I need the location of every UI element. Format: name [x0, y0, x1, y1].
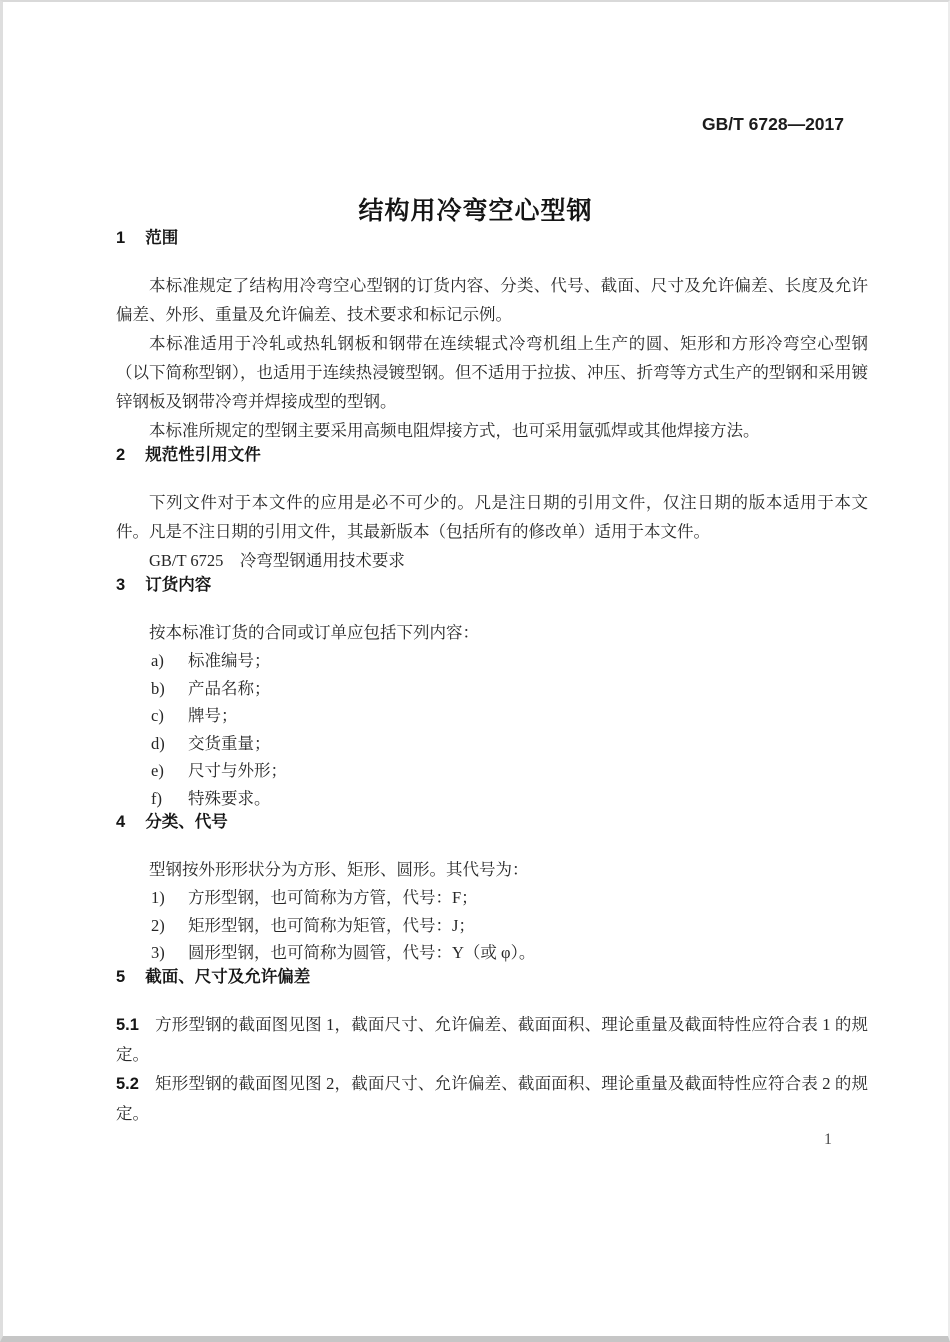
section-number: 4 [116, 813, 126, 831]
list-item-text: 矩形型钢，也可简称为矩管，代号：J； [188, 915, 475, 935]
document-body [116, 228, 868, 1150]
list-item-text: 牌号； [188, 706, 238, 725]
list-item [151, 675, 868, 703]
list-marker: d) [151, 733, 165, 753]
paragraph: 下列文件对于本文件的应用是必不可少的。凡是注日期的引用文件，仅注日期的版本适用于本文件。凡是不注日期的引用文件，其最新版本（包括所有的修改单）适用于本文件。 [116, 493, 868, 541]
list-item [151, 785, 868, 813]
list-item [151, 730, 868, 758]
paragraph: 按本标准订货的合同或订单应包括下列内容： [149, 623, 479, 642]
paragraph: 型钢按外形形状分为方形、矩形、圆形。其代号为： [149, 860, 529, 879]
referenced-standard: GB/T 6725 冷弯型钢通用技术要求 [149, 551, 405, 570]
section-heading [116, 967, 868, 987]
list-marker: a) [151, 651, 164, 670]
paragraph: 本标准所规定的型钢主要采用高频电阻焊接方式，也可采用氩弧焊或其他焊接方法。 [149, 421, 760, 440]
standard-code: GB/T 6728—2017 [701, 114, 844, 134]
list-marker: 1) [151, 888, 165, 907]
list-item-text: 交货重量； [188, 733, 271, 753]
section-normative-references [116, 445, 868, 575]
ordering-items-list [116, 647, 868, 812]
section-title: 订货内容 [145, 576, 212, 594]
section-title: 规范性引用文件 [145, 446, 261, 464]
list-item [151, 702, 868, 730]
document-title: 结构用冷弯空心型钢 [358, 197, 593, 225]
list-item-text: 尺寸与外形； [188, 761, 287, 780]
list-marker: 2) [151, 915, 165, 935]
clause-number: 5.1 [116, 1015, 139, 1034]
section-heading [116, 812, 868, 832]
list-item [151, 757, 868, 785]
section-heading [116, 445, 868, 465]
list-item [151, 647, 868, 675]
list-item-text: 产品名称； [188, 678, 271, 698]
list-item [151, 939, 868, 967]
clause-text: 矩形型钢的截面图见图 2，截面尺寸、允许偏差、截面面积、理论重量及截面特性应符合表 2 的规定。 [116, 1073, 869, 1123]
section-classification-codes [116, 812, 868, 967]
clause-text: 方形型钢的截面图见图 1，截面尺寸、允许偏差、截面面积、理论重量及截面特性应符合表 1 的规定。 [116, 1014, 869, 1064]
section-heading [116, 228, 868, 248]
section-cross-section-dimensions [116, 967, 868, 1128]
page-number: 1 [824, 1130, 832, 1148]
section-title: 分类、代号 [145, 813, 228, 831]
list-item [151, 884, 868, 912]
section-scope [116, 228, 868, 445]
list-item-text: 标准编号； [188, 651, 271, 670]
clause [116, 1010, 868, 1069]
clause [116, 1069, 868, 1128]
list-marker: b) [151, 678, 165, 698]
section-number: 1 [116, 229, 126, 247]
list-marker: c) [151, 706, 164, 725]
page-header [3, 114, 844, 134]
list-marker: f) [151, 788, 162, 808]
paragraph: 本标准适用于冷轧或热轧钢板和钢带在连续辊式冷弯机组上生产的圆、矩形和方形冷弯空心型钢（以下简称型钢），也适用于连续热浸镀型钢。但不适用于拉拔、冲压、折弯等方式生产的型钢和采用镀锌钢板及钢带冷弯并焊接成型的型钢。 [116, 334, 868, 411]
section-number: 2 [116, 446, 126, 464]
section-ordering-content [116, 575, 868, 812]
clause-number: 5.2 [116, 1074, 139, 1093]
list-marker: 3) [151, 943, 165, 962]
section-title: 范围 [145, 229, 179, 247]
section-number: 3 [116, 576, 126, 594]
section-heading [116, 575, 868, 595]
section-number: 5 [116, 967, 126, 986]
paragraph: 本标准规定了结构用冷弯空心型钢的订货内容、分类、代号、截面、尺寸及允许偏差、长度及允许偏差、外形、重量及允许偏差、技术要求和标记示例。 [116, 276, 868, 324]
list-item-text: 圆形型钢，也可简称为圆管，代号：Y（或 φ）。 [188, 943, 536, 962]
list-marker: e) [151, 761, 164, 780]
list-item-text: 方形型钢，也可简称为方管，代号：F； [188, 888, 478, 907]
list-item-text: 特殊要求。 [188, 788, 271, 808]
classification-list [116, 884, 868, 967]
section-title: 截面、尺寸及允许偏差 [145, 967, 311, 986]
list-item [151, 912, 868, 940]
